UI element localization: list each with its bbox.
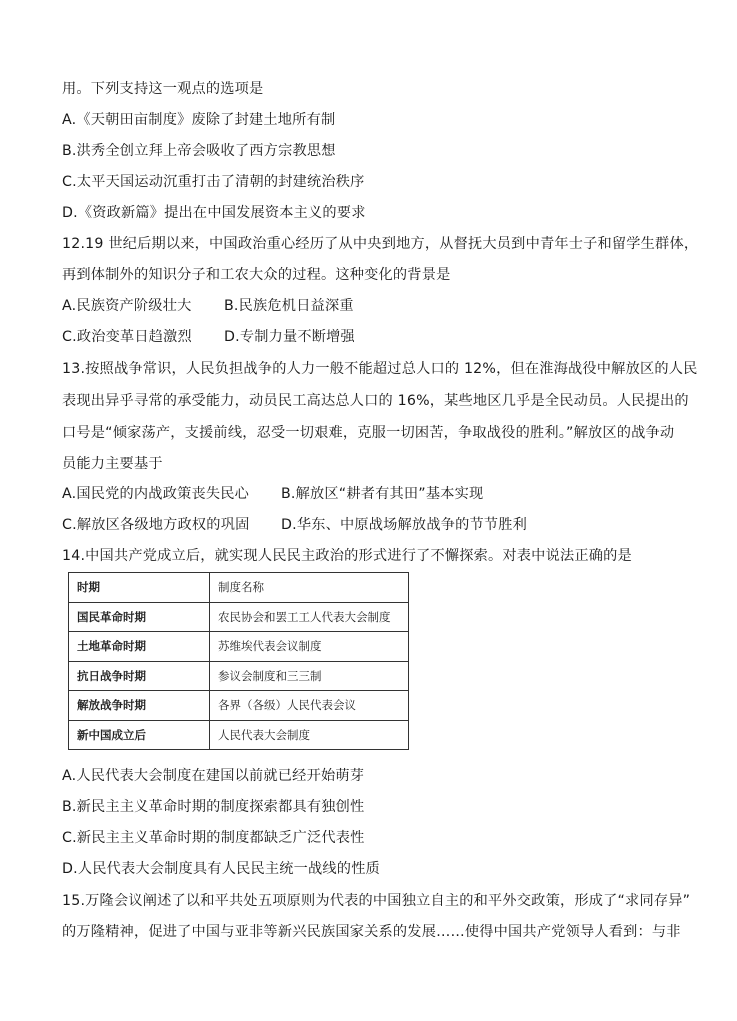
question-15-stem-line-1: 15.万隆会议阐述了以和平共处五项原则为代表的中国独立自主的和平外交政策，形成了“求同存异” bbox=[62, 893, 691, 909]
question-11-option-b: B.洪秀全创立拜上帝会吸收了西方宗教思想 bbox=[62, 143, 336, 159]
table-row bbox=[69, 632, 409, 662]
question-13-stem-line-4: 员能力主要基于 bbox=[62, 456, 163, 472]
question-12-option-a: A.民族资产阶级壮大 bbox=[62, 298, 192, 314]
question-12-option-c: C.政治变革日趋激烈 bbox=[62, 329, 192, 345]
institution-cell: 各界（各级）人民代表会议 bbox=[210, 691, 409, 721]
question-11-stem-tail: 用。下列支持这一观点的选项是 bbox=[62, 81, 264, 97]
institution-cell: 农民协会和罢工工人代表大会制度 bbox=[210, 602, 409, 632]
period-cell: 国民革命时期 bbox=[69, 602, 210, 632]
institution-cell: 参议会制度和三三制 bbox=[210, 661, 409, 691]
question-13-stem-line-2: 表现出异乎寻常的承受能力，动员民工高达总人口的 16%，某些地区几乎是全民动员。人民提出的 bbox=[62, 393, 689, 409]
question-13-option-b: B.解放区“耕者有其田”基本实现 bbox=[281, 486, 484, 502]
table-header-row bbox=[69, 573, 409, 603]
question-14-option-a: A.人民代表大会制度在建国以前就已经开始萌芽 bbox=[62, 768, 365, 784]
question-13-stem-line-1: 13.按照战争常识，人民负担战争的人力一般不能超过总人口的 12%，但在淮海战役中解放区的人民 bbox=[62, 361, 698, 377]
table-row bbox=[69, 661, 409, 691]
question-14-option-c: C.新民主主义革命时期的制度都缺乏广泛代表性 bbox=[62, 830, 365, 846]
question-12-stem-line-1: 12.19 世纪后期以来，中国政治重心经历了从中央到地方，从督抚大员到中青年士子和留学生群体， bbox=[62, 236, 699, 252]
table-row bbox=[69, 691, 409, 721]
question-12-option-b: B.民族危机日益深重 bbox=[224, 298, 354, 314]
question-15-stem-line-2: 的万隆精神，促进了中国与亚非等新兴民族国家关系的发展……使得中国共产党领导人看到：与非 bbox=[62, 924, 681, 940]
question-12-stem-line-2: 再到体制外的知识分子和工农大众的过程。这种变化的背景是 bbox=[62, 267, 451, 283]
period-cell: 新中国成立后 bbox=[69, 720, 210, 750]
question-12-option-d: D.专制力量不断增强 bbox=[224, 329, 355, 345]
question-13-option-a: A.国民党的内战政策丧失民心 bbox=[62, 486, 250, 502]
question-11-option-d: D.《资政新篇》提出在中国发展资本主义的要求 bbox=[62, 205, 366, 221]
question-14-stem: 14.中国共产党成立后，就实现人民民主政治的形式进行了不懈探索。对表中说法正确的是 bbox=[62, 548, 632, 564]
table-row bbox=[69, 720, 409, 750]
institution-cell: 人民代表大会制度 bbox=[210, 720, 409, 750]
table-header-cell: 制度名称 bbox=[210, 573, 409, 603]
table-row bbox=[69, 602, 409, 632]
question-11-option-a: A.《天朝田亩制度》废除了封建土地所有制 bbox=[62, 112, 336, 128]
period-cell: 解放战争时期 bbox=[69, 691, 210, 721]
institution-cell: 苏维埃代表会议制度 bbox=[210, 632, 409, 662]
period-cell: 土地革命时期 bbox=[69, 632, 210, 662]
institution-table bbox=[68, 572, 409, 750]
question-13-option-d: D.华东、中原战场解放战争的节节胜利 bbox=[281, 517, 528, 533]
question-13-stem-line-3: 口号是“倾家荡产，支援前线，忍受一切艰难，克服一切困苦，争取战役的胜利。”解放区的战争动 bbox=[62, 425, 675, 441]
table-header-cell: 时期 bbox=[69, 573, 210, 603]
period-cell: 抗日战争时期 bbox=[69, 661, 210, 691]
question-14-option-b: B.新民主主义革命时期的制度探索都具有独创性 bbox=[62, 799, 365, 815]
question-13-option-c: C.解放区各级地方政权的巩固 bbox=[62, 517, 250, 533]
question-14-option-d: D.人民代表大会制度具有人民民主统一战线的性质 bbox=[62, 861, 380, 877]
question-11-option-c: C.太平天国运动沉重打击了清朝的封建统治秩序 bbox=[62, 174, 365, 190]
